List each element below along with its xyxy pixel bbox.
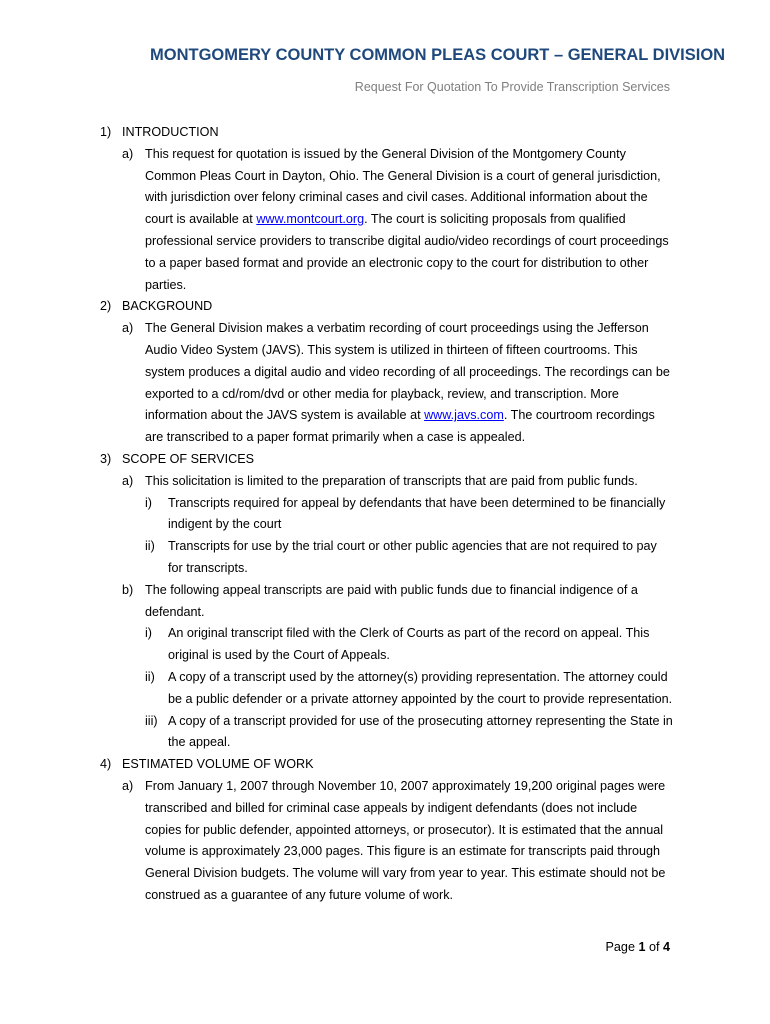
paragraph-text: . The courtroom recordings are transcribed to a paper format primarily when a case is appealed. bbox=[145, 408, 655, 445]
section-heading: SCOPE OF SERVICES bbox=[122, 451, 255, 466]
section-volume bbox=[100, 754, 675, 776]
page-label: Page bbox=[605, 940, 635, 954]
scope-b-item-ii bbox=[145, 667, 675, 711]
montcourt-link[interactable]: www.montcourt.org bbox=[256, 212, 365, 227]
page-title: MONTGOMERY COUNTY COMMON PLEAS COURT – GENERAL DIVISION bbox=[150, 46, 726, 64]
item-roman: ii) bbox=[145, 539, 155, 554]
section-background bbox=[100, 296, 675, 318]
item-roman: ii) bbox=[145, 669, 155, 684]
background-paragraph-a bbox=[122, 318, 675, 449]
javs-link[interactable]: www.javs.com bbox=[424, 408, 504, 423]
scope-b-item-i bbox=[145, 623, 675, 667]
paragraph-text: . The court is soliciting proposals from qualified professional service providers to transcribe digital audio/video recordings of court proceedings to a paper based format and provide an electronic copy to the court for distribution to other parties. bbox=[145, 212, 669, 292]
item-roman: i) bbox=[145, 626, 152, 641]
of-label: of bbox=[648, 940, 660, 954]
item-roman: i) bbox=[145, 495, 152, 510]
page-footer bbox=[606, 940, 670, 954]
page-subtitle: Request For Quotation To Provide Transcription Services bbox=[354, 80, 670, 94]
paragraph-text: The General Division makes a verbatim recording of court proceedings using the Jefferson Audio Video System (JAVS). This system is utilized in thirteen of fifteen courtrooms. This system produces a digital audio and video recording of all proceedings. The recordings can be exported to a cd/rom/dvd or other media for playback, review, and transcription. More information about the JAVS system is available at bbox=[145, 321, 670, 423]
section-number: 4) bbox=[100, 757, 112, 772]
item-text: An original transcript filed with the Clerk of Courts as part of the record on appeal. This original is used by the Court of Appeals. bbox=[168, 626, 650, 663]
paragraph-text: From January 1, 2007 through November 10, 2007 approximately 19,200 original pages were transcribed and billed for criminal case appeals by indigent defendants (does not include copies for public defender, appointed attorneys, or prosecutor). It is estimated that the annual volume is approximately 23,000 pages. This figure is an estimate for transcripts paid through General Division budgets. The volume will vary from year to year. This estimate should not be construed as a guarantee of any future volume of work. bbox=[145, 778, 666, 902]
paragraph-text: The following appeal transcripts are paid with public funds due to financial indigence of a defendant. bbox=[145, 582, 638, 619]
item-roman: iii) bbox=[145, 713, 158, 728]
section-number: 2) bbox=[100, 299, 112, 314]
item-letter: a) bbox=[122, 778, 134, 793]
paragraph-text: This request for quotation is issued by the General Division of the Montgomery County Common Pleas Court in Dayton, Ohio. The General Division is a court of general jurisdiction, with jurisdiction over felony criminal cases and civil cases. Additional information about the court is available at bbox=[145, 146, 661, 227]
item-letter: a) bbox=[122, 321, 134, 336]
introduction-paragraph-a bbox=[122, 144, 675, 297]
item-text: Transcripts for use by the trial court or other public agencies that are not required to pay for transcripts. bbox=[168, 539, 657, 575]
item-text: Transcripts required for appeal by defendants that have been determined to be financially indigent by the court bbox=[168, 495, 666, 532]
scope-paragraph-a bbox=[122, 471, 675, 493]
section-introduction bbox=[100, 122, 675, 144]
page-total: 4 bbox=[662, 940, 670, 954]
paragraph-text: This solicitation is limited to the preparation of transcripts that are paid from public funds. bbox=[145, 473, 638, 488]
page-number: 1 bbox=[638, 940, 646, 954]
section-heading: INTRODUCTION bbox=[122, 125, 219, 139]
scope-b-item-iii bbox=[145, 711, 675, 755]
section-number: 1) bbox=[100, 125, 112, 139]
item-letter: a) bbox=[122, 146, 134, 161]
item-letter: b) bbox=[122, 582, 134, 597]
item-text: A copy of a transcript provided for use of the prosecuting attorney representing the State in the appeal. bbox=[168, 713, 673, 750]
scope-a-item-ii bbox=[145, 536, 675, 580]
section-heading: ESTIMATED VOLUME OF WORK bbox=[122, 757, 314, 772]
section-number: 3) bbox=[100, 451, 112, 466]
item-letter: a) bbox=[122, 473, 134, 488]
section-heading: BACKGROUND bbox=[122, 299, 213, 314]
section-scope bbox=[100, 449, 675, 471]
scope-a-item-i bbox=[145, 493, 675, 537]
item-text: A copy of a transcript used by the attorney(s) providing representation. The attorney could be a public defender or a private attorney appointed by the court to provide representation. bbox=[168, 669, 673, 706]
volume-paragraph-a bbox=[122, 776, 675, 907]
scope-paragraph-b bbox=[122, 580, 675, 624]
document-body bbox=[100, 122, 675, 907]
